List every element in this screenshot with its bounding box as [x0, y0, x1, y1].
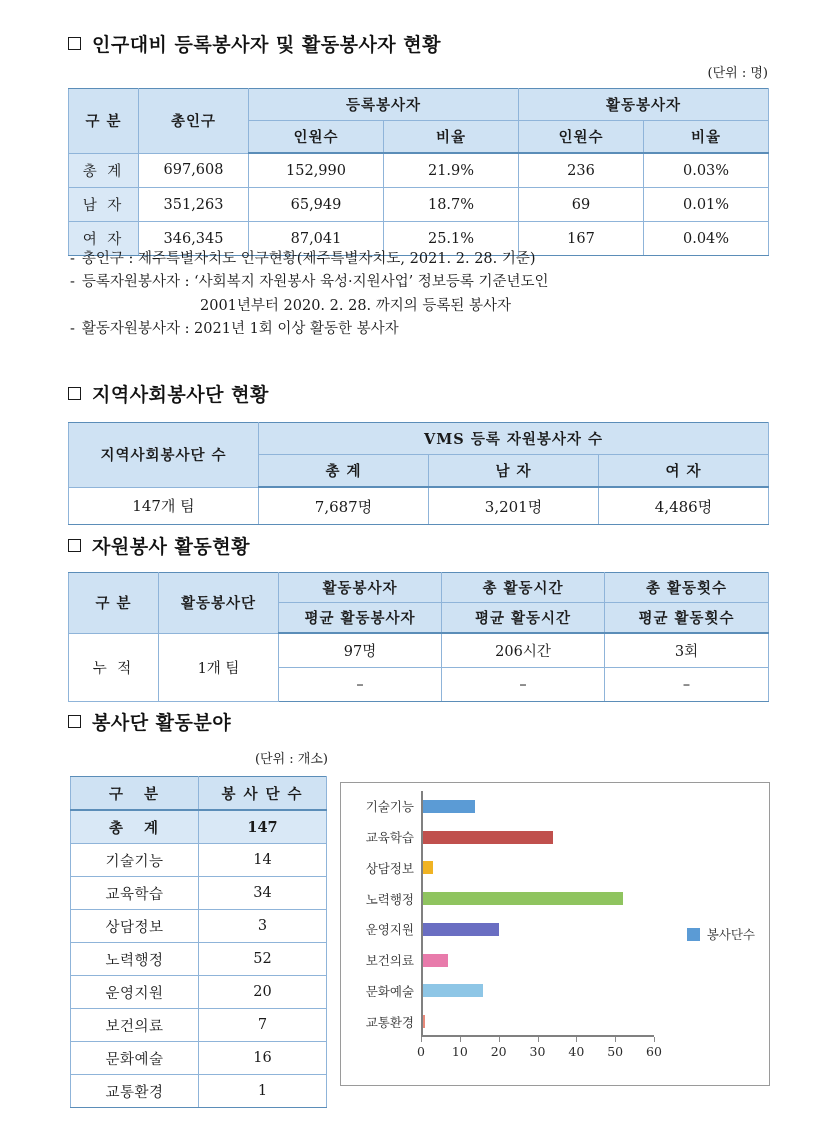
row-label: 총 계	[69, 153, 139, 188]
th-active-count: 인원수	[519, 121, 644, 154]
chart-bars-container	[365, 791, 654, 1037]
cell-registered-count: 87,041	[249, 222, 384, 256]
row-label: 총 계	[71, 810, 199, 844]
chart-x-tick	[460, 1037, 461, 1042]
cell-total-population: 351,263	[139, 188, 249, 222]
cell-vms-total: 7,687명	[259, 487, 429, 525]
footnote-dash: -	[70, 251, 75, 267]
section-heading-community	[68, 380, 269, 407]
cell-count: 7	[199, 1009, 327, 1042]
chart-x-tick-label: 60	[646, 1044, 662, 1059]
section-title-text: 인구대비 등록봉사자 및 활동봉사자 현황	[92, 34, 441, 56]
unit-note-fields: (단위 : 개소)	[254, 752, 328, 767]
section-heading-activity	[68, 532, 250, 559]
chart-bar	[421, 831, 553, 844]
th-vms-total: 총 계	[259, 455, 429, 488]
chart-x-tick-label: 10	[451, 1044, 468, 1059]
table-row	[71, 1042, 327, 1075]
chart-bar-row	[365, 791, 654, 822]
th-registered-ratio: 비율	[384, 121, 519, 154]
row-label: 상담정보	[71, 910, 199, 943]
chart-x-tick	[421, 1037, 422, 1042]
chart-bar	[421, 954, 448, 967]
section-heading-fields	[68, 708, 231, 735]
th-division: 구 분	[69, 89, 139, 154]
cell-count: 1	[199, 1075, 327, 1108]
chart-bar	[421, 984, 483, 997]
row-label: 여 자	[69, 222, 139, 256]
cell-active-ratio: 0.03%	[644, 153, 769, 188]
table-row	[71, 844, 327, 877]
th-volunteers-avg: 평균 활동봉사자	[279, 603, 442, 634]
chart-x-tick-label: 0	[417, 1044, 425, 1059]
cell-registered-ratio: 25.1%	[384, 222, 519, 256]
cell-vms-male: 3,201명	[429, 487, 599, 525]
th-team-count: 지역사회봉사단 수	[69, 423, 259, 488]
chart-bar	[421, 892, 623, 905]
row-label: 문화예술	[71, 1042, 199, 1075]
chart-category-label: 운영지원	[365, 922, 414, 938]
th-active-group: 활동봉사자	[519, 89, 769, 121]
cell-count: 16	[199, 1042, 327, 1075]
footnote-dash: -	[70, 321, 75, 338]
th-count: 봉사단수	[199, 777, 327, 811]
cell-volunteers-total: 97명	[279, 633, 442, 668]
section-title-text: 지역사회봉사단 현황	[92, 384, 269, 406]
th-registered-count: 인원수	[249, 121, 384, 154]
unit-note-population: (단위 : 명)	[707, 66, 768, 81]
chart-x-tick-label: 50	[607, 1044, 624, 1059]
chart-x-tick	[499, 1037, 500, 1042]
table-row-total	[71, 810, 327, 844]
chart-category-label: 문화예술	[365, 983, 414, 999]
th-division: 구 분	[71, 777, 199, 811]
cell-vms-female: 4,486명	[599, 487, 769, 525]
chart-x-tick-label: 30	[529, 1044, 546, 1059]
table-row	[71, 976, 327, 1009]
th-active-ratio: 비율	[644, 121, 769, 154]
table-row	[71, 1009, 327, 1042]
cell-count: 20	[199, 976, 327, 1009]
chart-category-label: 교통환경	[365, 1014, 414, 1030]
table-row	[71, 1075, 327, 1108]
th-hours-total: 총 활동시간	[442, 573, 605, 603]
cell-active-ratio: 0.04%	[644, 222, 769, 256]
cell-active-count: 167	[519, 222, 644, 256]
row-label: 교통환경	[71, 1075, 199, 1108]
chart-category-label: 기술기능	[365, 799, 414, 815]
chart-x-tick	[538, 1037, 539, 1042]
th-times-total: 총 활동횟수	[605, 573, 769, 603]
chart-bar-row	[365, 914, 654, 945]
legend-color-swatch	[687, 928, 700, 941]
cell-registered-count: 65,949	[249, 188, 384, 222]
cell-total-population: 346,345	[139, 222, 249, 256]
chart-category-label: 교육학습	[365, 830, 414, 846]
row-label: 기술기능	[71, 844, 199, 877]
chart-x-tick	[576, 1037, 577, 1042]
table-header-row	[69, 573, 769, 603]
chart-category-label: 보건의료	[365, 953, 414, 969]
section-title-text: 자원봉사 활동현황	[92, 536, 250, 558]
table-row	[69, 188, 769, 222]
th-hours-avg: 평균 활동시간	[442, 603, 605, 634]
footnote-dash: -	[70, 274, 75, 291]
section-title-text: 봉사단 활동분야	[92, 712, 232, 734]
cell-count: 52	[199, 943, 327, 976]
table-header-row	[71, 777, 327, 811]
chart-category-label: 노력행정	[365, 891, 414, 907]
table-volunteer-activity-status	[68, 572, 769, 702]
cell-registered-count: 152,990	[249, 153, 384, 188]
table-volunteer-fields	[70, 776, 327, 1108]
cell-volunteers-avg: –	[279, 668, 442, 702]
cell-times-avg: –	[605, 668, 769, 702]
footnote-text: 2001년부터 2020. 2. 28. 까지의 등록된 봉사자	[200, 297, 512, 314]
table-header-row	[69, 423, 769, 455]
row-label: 교육학습	[71, 877, 199, 910]
chart-bar-row	[365, 822, 654, 853]
cell-team-count: 147개 팀	[69, 487, 259, 525]
th-vms-male: 남 자	[429, 455, 599, 488]
cell-active-count: 236	[519, 153, 644, 188]
footnote-item	[70, 271, 790, 294]
cell-total-population: 697,608	[139, 153, 249, 188]
table-population-vs-volunteers	[68, 88, 769, 256]
table-row	[69, 487, 769, 525]
legend-label: 봉사단수	[706, 927, 755, 942]
chart-bar-row	[365, 883, 654, 914]
table-community-volunteer-corps	[68, 422, 769, 525]
cell-count: 34	[199, 877, 327, 910]
cell-hours-avg: –	[442, 668, 605, 702]
th-registered-group: 등록봉사자	[249, 89, 519, 121]
footnote-item	[70, 248, 790, 271]
th-total-population: 총인구	[139, 89, 249, 154]
table-row	[71, 943, 327, 976]
cell-count: 147	[199, 810, 327, 844]
cell-count: 14	[199, 844, 327, 877]
chart-x-axis-ticks	[417, 1037, 662, 1065]
chart-bar-row	[365, 945, 654, 976]
chart-volunteer-fields	[340, 782, 770, 1086]
square-bullet-icon	[68, 539, 81, 552]
table-header-row	[69, 89, 769, 121]
th-volunteers-total: 활동봉사자	[279, 573, 442, 603]
square-bullet-icon	[68, 37, 81, 50]
square-bullet-icon	[68, 387, 81, 400]
chart-bar	[421, 923, 499, 936]
square-bullet-icon	[68, 715, 81, 728]
row-label: 운영지원	[71, 976, 199, 1009]
table-row	[69, 633, 769, 668]
chart-bar-row	[365, 853, 654, 884]
chart-x-tick-label: 20	[490, 1044, 507, 1059]
row-label: 누 적	[69, 633, 159, 702]
footnote-item	[70, 318, 790, 341]
table-row	[71, 877, 327, 910]
th-division: 구 분	[69, 573, 159, 634]
section-heading-population	[68, 30, 441, 57]
chart-bar-row	[365, 1006, 654, 1037]
row-label: 보건의료	[71, 1009, 199, 1042]
cell-active-count: 69	[519, 188, 644, 222]
chart-legend	[687, 925, 755, 943]
chart-y-axis	[421, 791, 423, 1037]
cell-registered-ratio: 21.9%	[384, 153, 519, 188]
footnote-text: 활동자원봉사자 : 2021년 1회 이상 활동한 봉사자	[81, 321, 399, 338]
footnote-text: 총인구 : 제주특별자치도 인구현황(제주특별자치도, 2021. 2. 28. 기준)	[81, 251, 536, 267]
cell-times-total: 3회	[605, 633, 769, 668]
chart-category-label: 상담정보	[365, 860, 414, 876]
chart-x-tick-label: 40	[568, 1044, 585, 1059]
cell-registered-ratio: 18.7%	[384, 188, 519, 222]
table-row	[71, 910, 327, 943]
footnote-item-continuation	[200, 295, 790, 318]
cell-active-ratio: 0.01%	[644, 188, 769, 222]
cell-active-group: 1개 팀	[159, 633, 279, 702]
chart-x-tick	[654, 1037, 655, 1042]
chart-bar-row	[365, 976, 654, 1007]
chart-bar	[421, 800, 475, 813]
table-row	[69, 153, 769, 188]
cell-hours-total: 206시간	[442, 633, 605, 668]
population-footnotes	[70, 248, 790, 342]
th-vms-female: 여 자	[599, 455, 769, 488]
row-label: 남 자	[69, 188, 139, 222]
th-vms-group: VMS 등록 자원봉사자 수	[259, 423, 769, 455]
th-active-group: 활동봉사단	[159, 573, 279, 634]
th-times-avg: 평균 활동횟수	[605, 603, 769, 634]
row-label: 노력행정	[71, 943, 199, 976]
cell-count: 3	[199, 910, 327, 943]
footnote-text: 등록자원봉사자 : ‘사회복지 자원봉사 육성·지원사업’ 정보등록 기준년도인	[81, 274, 549, 291]
chart-x-tick	[615, 1037, 616, 1042]
chart-plot-area	[365, 791, 654, 1037]
